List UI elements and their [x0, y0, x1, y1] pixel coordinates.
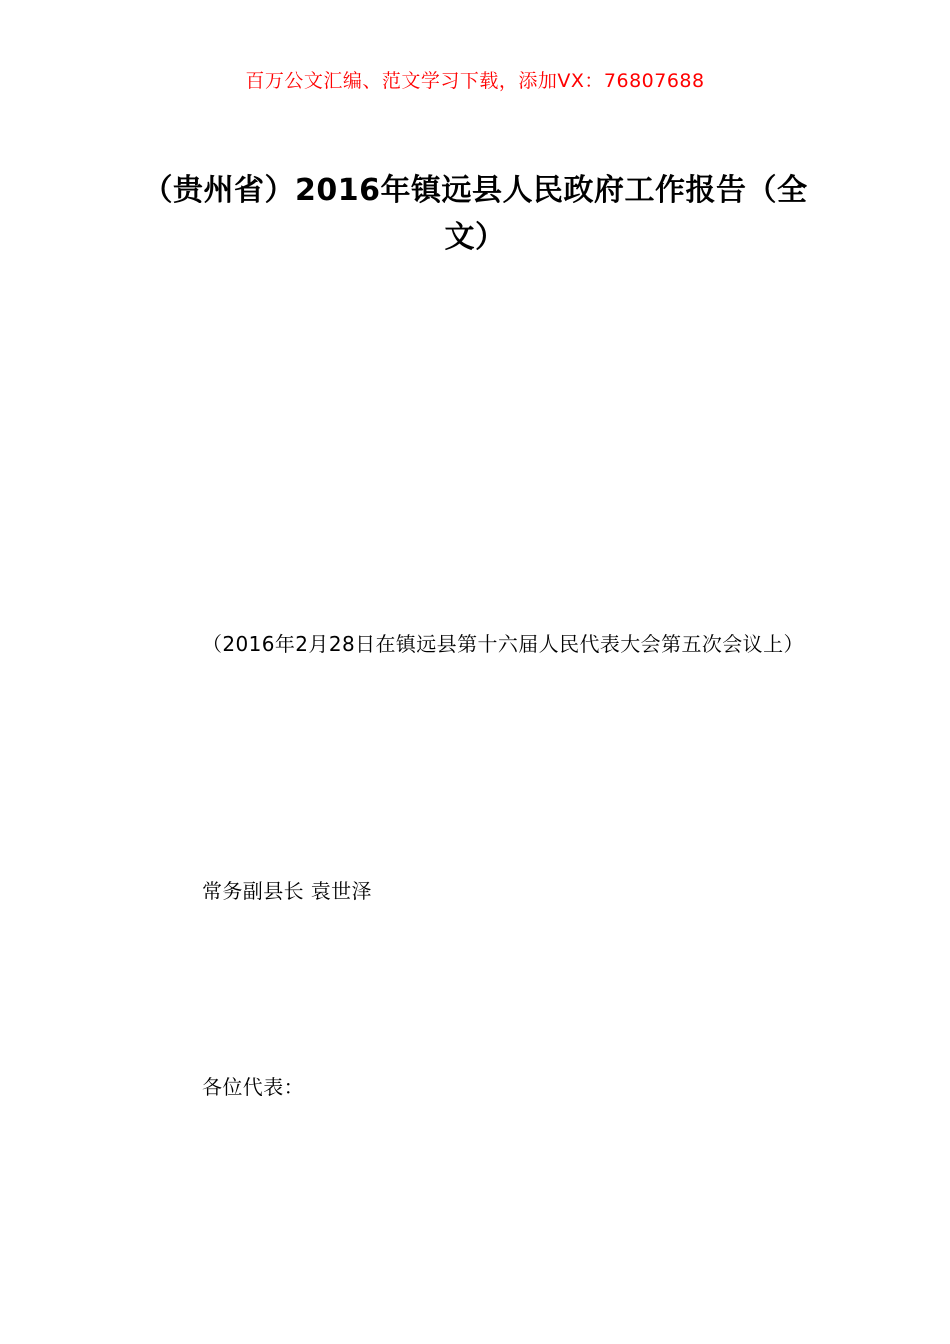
meeting-note: （2016年2月28日在镇远县第十六届人民代表大会第五次会议上）: [202, 632, 804, 656]
watermark-text: 百万公文汇编、范文学习下载，添加VX：76807688: [245, 70, 705, 92]
speaker-name: 常务副县长 袁世泽: [202, 879, 372, 903]
page-title: （贵州省）2016年镇远县人民政府工作报告（全文）: [142, 173, 808, 255]
salutation: 各位代表：: [202, 1075, 304, 1099]
